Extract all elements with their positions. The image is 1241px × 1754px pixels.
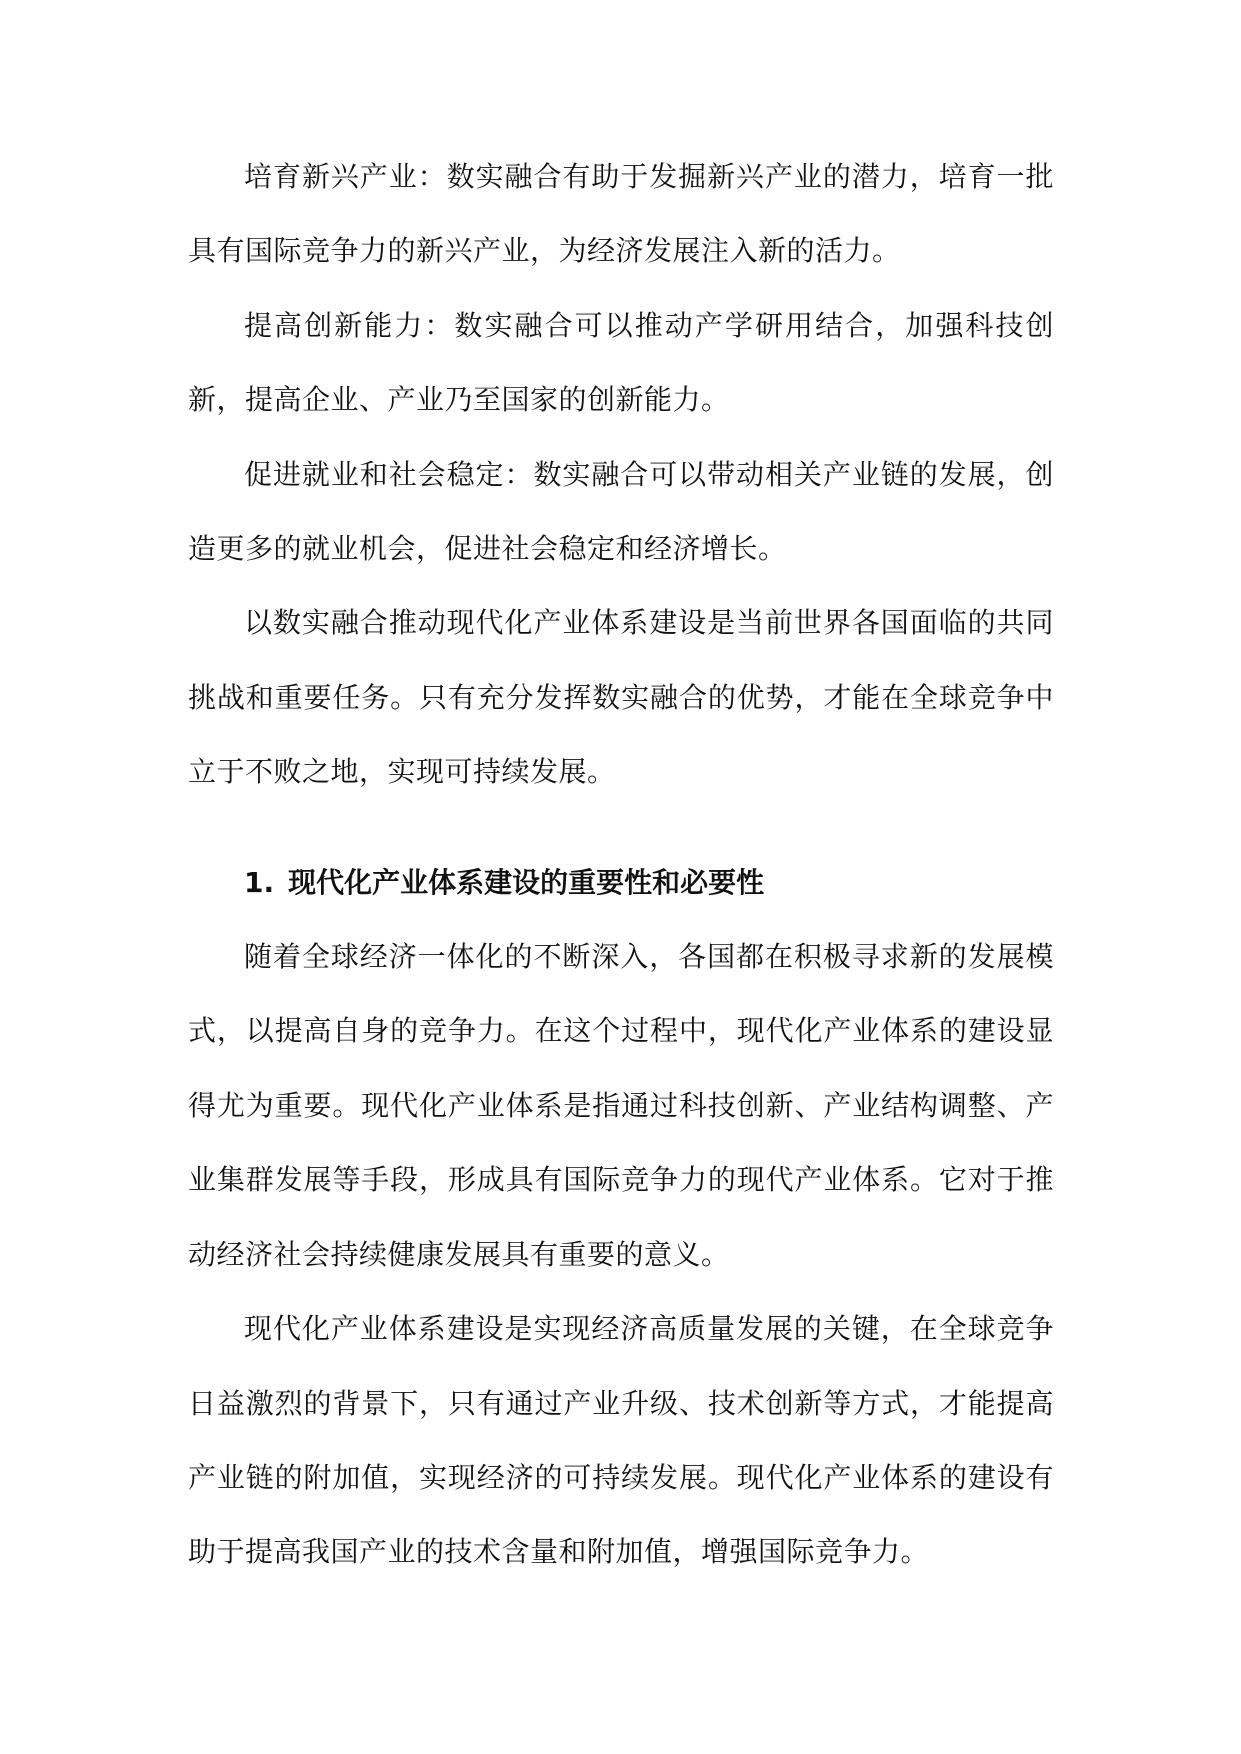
section-number: 1. xyxy=(244,865,275,899)
paragraph-importance: 随着全球经济一体化的不断深入，各国都在积极寻求新的发展模式，以提高自身的竞争力。在这个过程中，现代化产业体系的建设显得尤为重要。现代化产业体系是指通过科技创新、产业结构调整、产业集群发展等手段，形成具有国际竞争力的现代产业体系。它对于推动经济社会持续健康发展具有重要的意义。 xyxy=(188,940,1054,1271)
paragraph-conclusion: 以数实融合推动现代化产业体系建设是当前世界各国面临的共同挑战和重要任务。只有充分发挥数实融合的优势，才能在全球竞争中立于不败之地，实现可持续发展。 xyxy=(188,606,1054,789)
document-page xyxy=(188,140,1054,1590)
paragraph-high-quality-development: 现代化产业体系建设是实现经济高质量发展的关键，在全球竞争日益激烈的背景下，只有通过产业升级、技术创新等方式，才能提高产业链的附加值，实现经济的可持续发展。现代化产业体系的建设有助于提高我国产业的技术含量和附加值，增强国际竞争力。 xyxy=(188,1312,1054,1569)
paragraph-emerging-industries: 培育新兴产业：数实融合有助于发掘新兴产业的潜力，培育一批具有国际竞争力的新兴产业，为经济发展注入新的活力。 xyxy=(188,160,1054,268)
paragraph-employment-stability: 促进就业和社会稳定：数实融合可以带动相关产业链的发展，创造更多的就业机会，促进社会稳定和经济增长。 xyxy=(188,457,1054,566)
paragraph-innovation-capacity: 提高创新能力：数实融合可以推动产学研用结合，加强科技创新，提高企业、产业乃至国家的创新能力。 xyxy=(188,308,1054,417)
section-title: 现代化产业体系建设的重要性和必要性 xyxy=(288,865,765,899)
section-heading xyxy=(188,846,1054,920)
